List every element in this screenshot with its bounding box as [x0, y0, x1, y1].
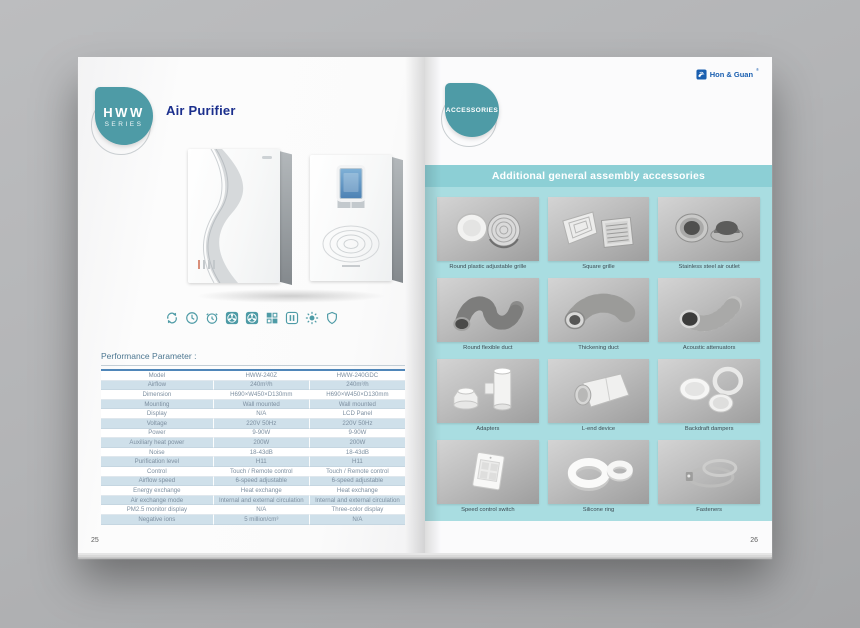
parameter-value: Wall mounted — [214, 400, 310, 410]
table-row — [101, 486, 405, 496]
parameter-name: Noise — [101, 448, 214, 458]
filter-grid-icon — [265, 311, 279, 325]
series-subname: SERIES — [104, 120, 144, 128]
parameter-name: Model — [101, 371, 214, 381]
unit-front-panel — [310, 155, 392, 281]
accessory-item — [658, 440, 760, 514]
parameter-name: Air exchange mode — [101, 496, 214, 506]
parameter-value: 18-43dB — [214, 448, 310, 458]
table-row — [101, 371, 405, 381]
thickening-duct-art — [548, 278, 650, 342]
parameter-value: 220V 50Hz — [214, 419, 310, 429]
accessory-caption: Adapters — [476, 426, 500, 432]
section-banner-title: Additional general assembly accessories — [491, 170, 706, 182]
parameter-name: Display — [101, 409, 214, 419]
accessory-caption: Thickening duct — [578, 345, 619, 351]
parameter-value: H11 — [310, 457, 405, 467]
parameter-value: 5 million/cm³ — [214, 515, 310, 525]
parameter-value: 200W — [214, 438, 310, 448]
brand-logo — [696, 69, 759, 80]
unit-side-panel — [279, 151, 292, 285]
right-page — [425, 57, 772, 553]
timer-icon — [185, 311, 199, 325]
parameter-value: 240m³/h — [310, 381, 405, 391]
series-drop-shape — [95, 87, 153, 145]
accessories-label: ACCESSORIES — [445, 106, 499, 114]
accessory-caption: Stainless steel air outlet — [678, 264, 740, 270]
accessory-caption: Backdraft dampers — [684, 426, 734, 432]
table-row — [101, 400, 405, 410]
table-row — [101, 438, 405, 448]
table-row — [101, 390, 405, 400]
heating-icon — [305, 311, 319, 325]
air-circulation-icon — [165, 311, 179, 325]
unit-model-text — [342, 265, 360, 267]
round-grille-art — [437, 197, 539, 261]
table-row — [101, 505, 405, 515]
steel-outlet-art — [658, 197, 760, 261]
parameter-value: 200W — [310, 438, 405, 448]
fan-speed-icon — [245, 311, 259, 325]
catalog-spread — [78, 57, 772, 553]
fan-auto-icon — [225, 311, 239, 325]
flat-device-art — [548, 359, 650, 423]
parameter-name: Power — [101, 429, 214, 439]
accessory-item — [437, 440, 539, 514]
accessory-item — [658, 359, 760, 433]
parameter-value: 9-90W — [214, 429, 310, 439]
brand-logo-icon — [696, 69, 707, 80]
accessory-caption: Speed control switch — [461, 507, 515, 513]
accessory-item — [437, 197, 539, 271]
parameter-name: Mounting — [101, 400, 214, 410]
performance-parameter-label: Performance Parameter : — [101, 351, 405, 366]
backdraft-dampers-art — [658, 359, 760, 423]
parameter-name: PM2.5 monitor display — [101, 505, 214, 515]
section-banner — [425, 165, 772, 187]
parameter-value: Touch / Remote control — [214, 467, 310, 477]
table-row — [101, 409, 405, 419]
protection-icon — [325, 311, 339, 325]
accessories-drop-shape — [445, 83, 499, 137]
feature-icons-row — [78, 311, 425, 325]
parameter-value: H690×W450×D130mm — [310, 390, 405, 400]
parameter-name: Purification level — [101, 457, 214, 467]
accessory-item — [548, 278, 650, 352]
table-row — [101, 457, 405, 467]
parameter-name: Negative ions — [101, 515, 214, 525]
page-number-right: 26 — [750, 537, 758, 544]
parameter-name: Dimension — [101, 390, 214, 400]
parameter-value: H690×W450×D130mm — [214, 390, 310, 400]
table-row — [101, 477, 405, 487]
page-number-left: 25 — [91, 537, 99, 544]
table-row — [101, 496, 405, 506]
parameter-value: 6-speed adjustable — [310, 477, 405, 487]
parameter-name: Auxiliary heat power — [101, 438, 214, 448]
attenuator-art — [658, 278, 760, 342]
table-row — [101, 429, 405, 439]
unit-logo — [262, 156, 272, 159]
accessory-caption: Silicone ring — [582, 507, 615, 513]
parameter-value: 240m³/h — [214, 381, 310, 391]
accessory-item — [658, 278, 760, 352]
unit-side-panel — [392, 157, 403, 283]
accessory-caption: Fasteners — [696, 507, 723, 513]
table-row — [101, 515, 405, 525]
parameter-value: LCD Panel — [310, 409, 405, 419]
page-title: Air Purifier — [166, 103, 236, 118]
table-row — [101, 448, 405, 458]
alarm-icon — [205, 311, 219, 325]
accessories-badge — [445, 83, 499, 137]
parameter-value: H11 — [214, 457, 310, 467]
lcd-display — [340, 168, 363, 199]
parameter-value: N/A — [214, 505, 310, 515]
accessory-item — [437, 359, 539, 433]
series-badge — [95, 87, 153, 145]
parameter-value: 6-speed adjustable — [214, 477, 310, 487]
accessory-item — [548, 197, 650, 271]
performance-table-body — [101, 371, 405, 525]
parameter-value: 18-43dB — [310, 448, 405, 458]
parameter-name: Airflow speed — [101, 477, 214, 487]
dual-flow-icon — [285, 311, 299, 325]
accessory-caption: Acoustic attenuators — [682, 345, 736, 351]
parameter-value: Wall mounted — [310, 400, 405, 410]
table-row — [101, 381, 405, 391]
parameter-value: HWW-240GDC — [310, 371, 405, 381]
table-row — [101, 419, 405, 429]
brand-name: Hon & Guan — [709, 70, 754, 79]
parameter-name: Voltage — [101, 419, 214, 429]
left-page — [78, 57, 425, 553]
speaker-rings — [320, 223, 382, 265]
table-row — [101, 467, 405, 477]
accessory-caption: Round flexible duct — [463, 345, 513, 351]
accessory-caption: Square grille — [582, 264, 615, 270]
parameter-value: HWW-240Z — [214, 371, 310, 381]
parameter-value: Internal and external circulation — [214, 496, 310, 506]
parameter-value: N/A — [310, 515, 405, 525]
brand-registered-mark: ® — [756, 67, 759, 72]
speed-switch-art — [437, 440, 539, 504]
accessories-grid — [425, 187, 772, 520]
air-purifier-front-design — [188, 149, 280, 283]
parameter-value: Heat exchange — [214, 486, 310, 496]
accessory-item — [437, 278, 539, 352]
parameter-value: Internal and external circulation — [310, 496, 405, 506]
silicone-ring-art — [548, 440, 650, 504]
series-name: HWW — [103, 104, 145, 120]
adapters-art — [437, 359, 539, 423]
product-shadow — [196, 289, 386, 303]
parameter-value: Three-color display — [310, 505, 405, 515]
accessories-panel — [425, 187, 772, 521]
parameter-name: Control — [101, 467, 214, 477]
product-images — [186, 137, 400, 305]
performance-table — [101, 369, 405, 525]
accessory-item — [548, 359, 650, 433]
unit-indicator-lights — [198, 260, 215, 269]
parameter-value: N/A — [214, 409, 310, 419]
unit-front-panel — [188, 149, 280, 283]
parameter-value: 220V 50Hz — [310, 419, 405, 429]
accessory-caption: Round plastic adjustable grille — [449, 264, 527, 270]
parameter-name: Energy exchange — [101, 486, 214, 496]
parameter-value: 9-90W — [310, 429, 405, 439]
square-grille-art — [548, 197, 650, 261]
flexible-duct-art — [437, 278, 539, 342]
air-purifier-lcd-model — [310, 155, 392, 281]
accessory-item — [658, 197, 760, 271]
accessory-item — [548, 440, 650, 514]
parameter-value: Touch / Remote control — [310, 467, 405, 477]
accessory-caption: L-end device — [581, 426, 616, 432]
parameter-name: Airflow — [101, 381, 214, 391]
parameter-value: Heat exchange — [310, 486, 405, 496]
fasteners-art — [658, 440, 760, 504]
